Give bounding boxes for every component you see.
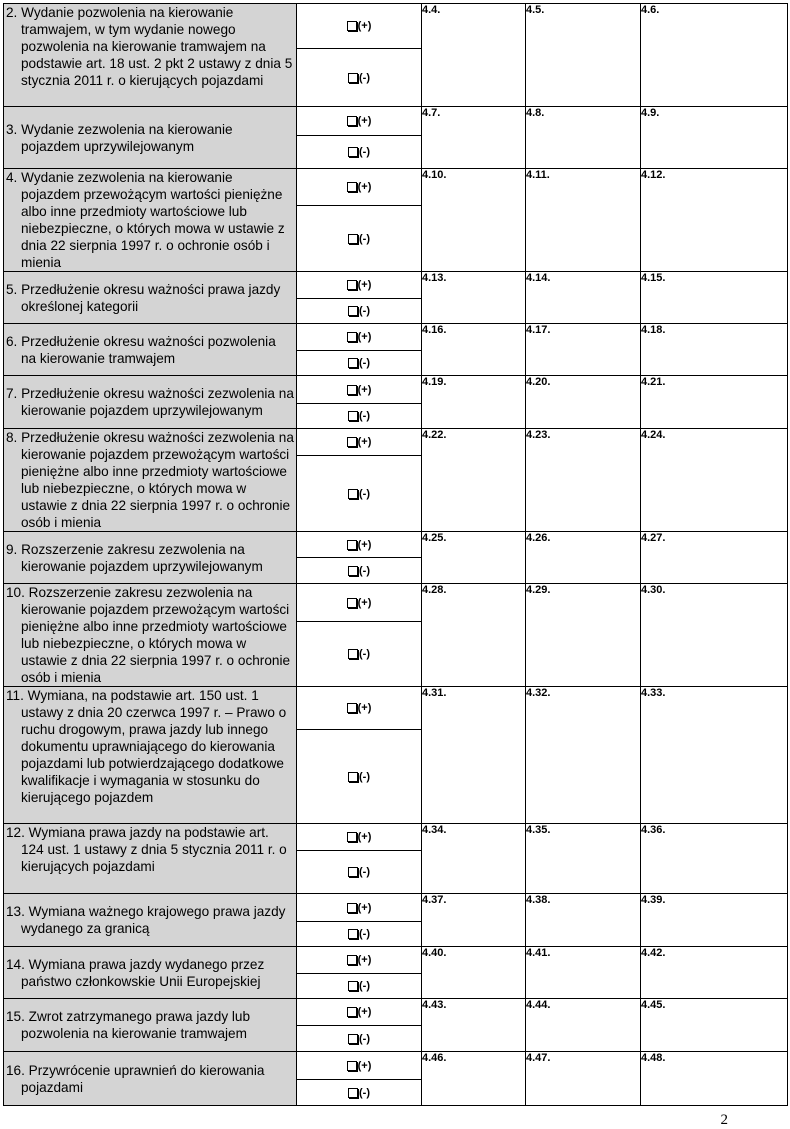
checkbox-icon[interactable] (347, 332, 357, 342)
checkbox-icon[interactable] (347, 832, 357, 842)
row-description-text: 12. Wymiana prawa jazdy na podstawie art. 124 ust. 1 ustawy z dnia 5 stycznia 2011 r. o kierujących pojazdami (6, 825, 287, 874)
field-code[interactable]: 4.30. (641, 584, 788, 687)
row-description-text: 3. Wydanie zezwolenia na kierowanie pojazdem uprzywilejowanym (6, 121, 233, 154)
table-row (4, 324, 788, 376)
option-label: (-) (359, 928, 370, 940)
field-code[interactable]: 4.31. (422, 687, 526, 824)
option-label: (-) (359, 770, 370, 783)
option-label: (-) (359, 487, 370, 500)
option-plus[interactable] (297, 532, 421, 557)
field-code[interactable]: 4.33. (641, 687, 788, 824)
row-description (4, 272, 297, 324)
row-description-text: 4. Wydanie zezwolenia na kierowanie pojazdem przewożącym wartości pieniężne albo inne przedmioty wartościowe lub niebezpieczne, o których mowa w ustawie z dnia 22 sierpnia 1997 r. o ochronie osób i mienia (6, 170, 285, 270)
field-code[interactable]: 4.23. (526, 429, 641, 532)
row-description-text: 5. Przedłużenie okresu ważności prawa jazdy określonej kategorii (6, 281, 281, 314)
option-cell (297, 107, 422, 169)
row-description (4, 1052, 297, 1106)
checkbox-icon[interactable] (348, 411, 358, 421)
checkbox-icon[interactable] (347, 21, 357, 31)
row-description-text: 2. Wydanie pozwolenia na kierowanie tramwajem, w tym wydanie nowego pozwolenia na kierowanie tramwajem na podstawie art. 18 ust. 2 pkt 2 ustawy z dnia 5 stycznia 2011 r. o kierujących pojazdami (6, 5, 293, 88)
option-label: (+) (357, 436, 372, 448)
option-cell (297, 584, 422, 687)
field-code[interactable]: 4.27. (641, 532, 788, 584)
field-code[interactable]: 4.43. (422, 999, 526, 1052)
field-code[interactable]: 4.21. (641, 376, 788, 429)
table-body (4, 4, 788, 1106)
field-code[interactable]: 4.10. (422, 169, 526, 272)
checkbox-icon[interactable] (347, 703, 357, 713)
row-description (4, 824, 297, 894)
option-label: (-) (359, 71, 370, 84)
field-code[interactable]: 4.47. (526, 1052, 641, 1106)
option-label: (-) (359, 305, 370, 317)
table-row (4, 687, 788, 824)
table-row (4, 584, 788, 687)
row-description-text: 16. Przywrócenie uprawnień do kierowania pojazdami (6, 1062, 265, 1095)
option-label: (-) (359, 866, 370, 878)
option-label: (+) (357, 331, 372, 343)
option-cell (297, 999, 422, 1052)
option-cell (297, 376, 422, 429)
row-description (4, 429, 297, 532)
row-description-text: 9. Rozszerzenie zakresu zezwolenia na kierowanie pojazdem uprzywilejowanym (6, 541, 263, 574)
option-plus[interactable] (297, 999, 421, 1025)
row-description (4, 324, 297, 376)
option-plus[interactable] (297, 272, 421, 298)
row-description-text: 11. Wymiana, na podstawie art. 150 ust. 1 ustawy z dnia 20 czerwca 1997 r. – Prawo o ruchu drogowym, prawa jazdy lub innego dokumentu uprawniającego do kierowania pojazdami lub potwierdzającego dodatkowe kwalifikacje i wymagania w stosunku do kierującego pojazdem (6, 688, 287, 805)
checkbox-icon[interactable] (347, 280, 357, 290)
option-minus[interactable] (297, 48, 421, 106)
field-code[interactable]: 4.14. (526, 272, 641, 324)
field-code[interactable]: 4.29. (526, 584, 641, 687)
checkbox-icon[interactable] (347, 182, 357, 192)
table-row (4, 947, 788, 999)
option-plus[interactable] (297, 324, 421, 350)
field-code[interactable]: 4.44. (526, 999, 641, 1052)
option-label: (+) (357, 383, 372, 396)
option-plus[interactable] (297, 4, 421, 48)
option-cell (297, 824, 422, 894)
option-cell (297, 429, 422, 532)
field-code[interactable]: 4.28. (422, 584, 526, 687)
table-row (4, 1052, 788, 1106)
option-label: (-) (359, 232, 370, 245)
row-description (4, 687, 297, 824)
field-code[interactable]: 4.41. (526, 947, 641, 999)
option-plus[interactable] (297, 1052, 421, 1079)
option-label: (+) (357, 901, 372, 914)
option-label: (+) (357, 181, 372, 193)
table-row (4, 272, 788, 324)
checkbox-icon[interactable] (347, 385, 357, 395)
option-plus[interactable] (297, 169, 421, 205)
field-code[interactable]: 4.18. (641, 324, 788, 376)
field-code[interactable]: 4.8. (526, 107, 641, 169)
field-code[interactable]: 4.36. (641, 824, 788, 894)
field-code[interactable]: 4.35. (526, 824, 641, 894)
checkbox-icon[interactable] (348, 981, 358, 991)
option-cell (297, 324, 422, 376)
row-description (4, 107, 297, 169)
option-minus[interactable] (297, 350, 421, 375)
table-row (4, 532, 788, 584)
checkbox-icon[interactable] (348, 1034, 358, 1044)
checkbox-icon[interactable] (347, 1061, 357, 1071)
option-plus[interactable] (297, 894, 421, 921)
checkbox-icon[interactable] (348, 234, 358, 244)
field-code[interactable]: 4.37. (422, 894, 526, 947)
field-code[interactable]: 4.16. (422, 324, 526, 376)
option-minus[interactable] (297, 557, 421, 583)
table-row (4, 999, 788, 1052)
checkbox-icon[interactable] (347, 116, 357, 126)
field-code[interactable]: 4.42. (641, 947, 788, 999)
option-label: (+) (357, 954, 372, 966)
checkbox-icon[interactable] (348, 867, 358, 877)
field-code[interactable]: 4.15. (641, 272, 788, 324)
option-label: (+) (357, 115, 372, 127)
row-description (4, 4, 297, 107)
checkbox-icon[interactable] (348, 649, 358, 659)
checkbox-icon[interactable] (348, 147, 358, 157)
option-label: (+) (357, 702, 372, 714)
row-description (4, 584, 297, 687)
option-label: (-) (359, 564, 370, 577)
field-code[interactable]: 4.38. (526, 894, 641, 947)
option-minus[interactable] (297, 455, 421, 531)
table-row (4, 107, 788, 169)
option-cell (297, 4, 422, 107)
table-row (4, 376, 788, 429)
option-plus[interactable] (297, 947, 421, 973)
option-label: (+) (357, 596, 372, 609)
field-code[interactable]: 4.45. (641, 999, 788, 1052)
checkbox-icon[interactable] (348, 566, 358, 576)
option-plus[interactable] (297, 824, 421, 850)
checkbox-icon[interactable] (347, 598, 357, 608)
option-minus[interactable] (297, 850, 421, 893)
checkbox-icon[interactable] (347, 540, 357, 550)
option-cell (297, 272, 422, 324)
field-code[interactable]: 4.5. (526, 4, 641, 107)
row-description-text: 8. Przedłużenie okresu ważności zezwolenia na kierowanie pojazdem przewożącym wartości pieniężne albo inne przedmioty wartościowe lub niebezpieczne, o których mowa w ustawie z dnia 22 sierpnia 1997 r. o ochronie osób i mienia (6, 430, 294, 530)
checkbox-icon[interactable] (348, 929, 358, 939)
table-row (4, 4, 788, 107)
option-label: (-) (359, 1032, 370, 1045)
table-row (4, 169, 788, 272)
row-description (4, 947, 297, 999)
field-code[interactable]: 4.19. (422, 376, 526, 429)
page-number: 2 (720, 1112, 728, 1128)
option-minus[interactable] (297, 205, 421, 271)
checkbox-icon[interactable] (347, 437, 357, 447)
field-code[interactable]: 4.11. (526, 169, 641, 272)
option-label: (-) (359, 980, 370, 992)
table-row (4, 894, 788, 947)
row-description (4, 999, 297, 1052)
option-cell (297, 894, 422, 947)
field-code[interactable]: 4.22. (422, 429, 526, 532)
option-cell (297, 687, 422, 824)
option-cell (297, 1052, 422, 1106)
row-description-text: 13. Wymiana ważnego krajowego prawa jazdy wydanego za granicą (6, 904, 286, 936)
field-code[interactable]: 4.9. (641, 107, 788, 169)
field-code[interactable]: 4.24. (641, 429, 788, 532)
field-code[interactable]: 4.46. (422, 1052, 526, 1106)
option-label: (+) (357, 1059, 372, 1072)
row-description (4, 376, 297, 429)
row-description (4, 532, 297, 584)
option-label: (-) (359, 648, 370, 660)
option-cell (297, 532, 422, 584)
option-minus[interactable] (297, 1025, 421, 1051)
checkbox-icon[interactable] (348, 358, 358, 368)
checkbox-icon[interactable] (348, 306, 358, 316)
option-minus[interactable] (297, 1079, 421, 1105)
checkbox-icon[interactable] (348, 772, 358, 782)
checkbox-icon[interactable] (347, 955, 357, 965)
application-table (3, 3, 788, 1106)
checkbox-icon[interactable] (347, 903, 357, 913)
checkbox-icon[interactable] (348, 73, 358, 83)
option-plus[interactable] (297, 376, 421, 403)
field-code[interactable]: 4.13. (422, 272, 526, 324)
field-code[interactable]: 4.34. (422, 824, 526, 894)
option-plus[interactable] (297, 584, 421, 621)
option-label: (-) (359, 410, 370, 422)
option-minus[interactable] (297, 921, 421, 946)
field-code[interactable]: 4.40. (422, 947, 526, 999)
field-code[interactable]: 4.25. (422, 532, 526, 584)
option-label: (-) (359, 1086, 370, 1099)
option-plus[interactable] (297, 687, 421, 729)
checkbox-icon[interactable] (347, 1007, 357, 1017)
field-code[interactable]: 4.39. (641, 894, 788, 947)
option-label: (+) (357, 538, 372, 551)
field-code[interactable]: 4.17. (526, 324, 641, 376)
field-code[interactable]: 4.7. (422, 107, 526, 169)
checkbox-icon[interactable] (348, 1088, 358, 1098)
option-label: (-) (359, 357, 370, 369)
row-description-text: 6. Przedłużenie okresu ważności pozwolenia na kierowanie tramwajem (6, 333, 276, 366)
field-code[interactable]: 4.6. (641, 4, 788, 107)
option-minus[interactable] (297, 973, 421, 998)
field-code[interactable]: 4.12. (641, 169, 788, 272)
row-description-text: 10. Rozszerzenie zakresu zezwolenia na kierowanie pojazdem przewożącym wartości pieniężne albo inne przedmioty wartościowe lub niebezpieczne, o których mowa w ustawie z dnia 22 sierpnia 1997 r. o ochronie osób i mienia (6, 585, 291, 685)
checkbox-icon[interactable] (348, 489, 358, 499)
field-code[interactable]: 4.20. (526, 376, 641, 429)
table-row (4, 429, 788, 532)
option-plus[interactable] (297, 429, 421, 455)
row-description-text: 14. Wymiana prawa jazdy wydanego przez państwo członkowskie Unii Europejskiej (6, 956, 265, 989)
field-code[interactable]: 4.4. (422, 4, 526, 107)
option-label: (+) (357, 279, 372, 291)
field-code[interactable]: 4.26. (526, 532, 641, 584)
option-label: (+) (357, 1006, 372, 1018)
option-minus[interactable] (297, 298, 421, 323)
row-description (4, 894, 297, 947)
option-cell (297, 947, 422, 999)
row-description (4, 169, 297, 272)
option-minus[interactable] (297, 729, 421, 823)
field-code[interactable]: 4.48. (641, 1052, 788, 1106)
option-label: (+) (357, 831, 372, 843)
option-minus[interactable] (297, 403, 421, 428)
field-code[interactable]: 4.32. (526, 687, 641, 824)
option-label: (-) (359, 146, 370, 158)
option-minus[interactable] (297, 135, 421, 168)
table-row (4, 824, 788, 894)
row-description-text: 15. Zwrot zatrzymanego prawa jazdy lub pozwolenia na kierowanie tramwajem (6, 1009, 251, 1041)
row-description-text: 7. Przedłużenie okresu ważności zezwolenia na kierowanie pojazdem uprzywilejowanym (6, 386, 294, 418)
option-label: (+) (357, 20, 372, 32)
option-minus[interactable] (297, 621, 421, 686)
option-cell (297, 169, 422, 272)
option-plus[interactable] (297, 107, 421, 135)
